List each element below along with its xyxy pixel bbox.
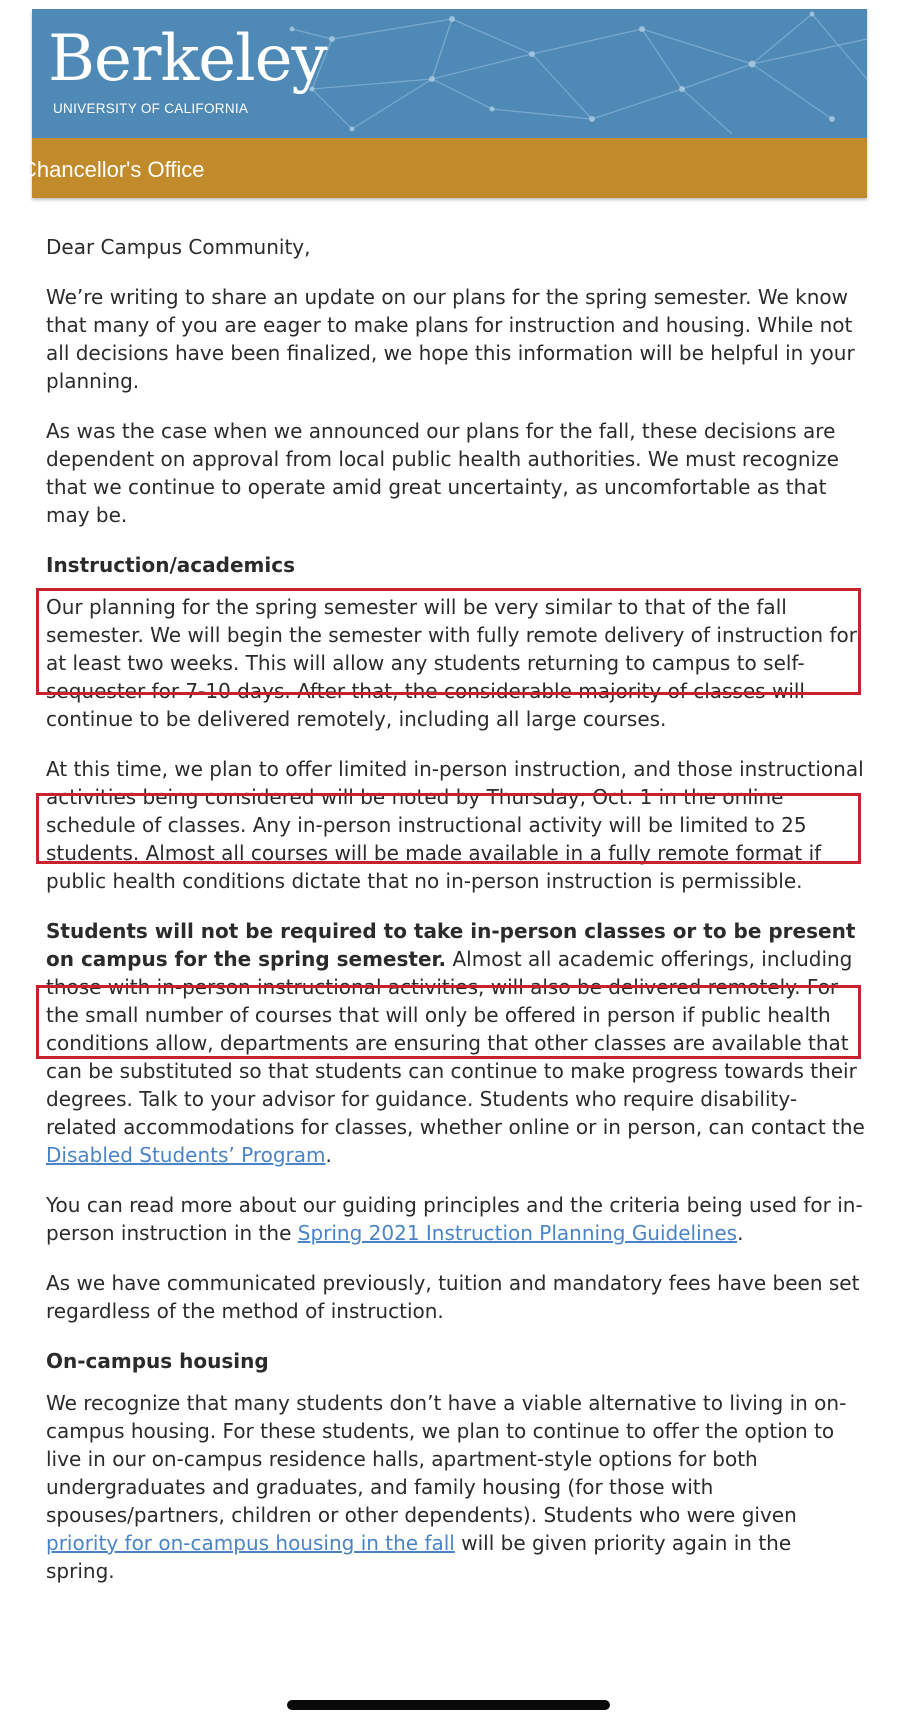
planning-guidelines-link[interactable]: Spring 2021 Instruction Planning Guidelines <box>297 1221 738 1245</box>
housing-text: We recognize that many students don’t have a viable alternative to living in on-campus housing. For these students, we plan to continue to offer the option to live in our on-campus residence halls, apartment-style options for both undergraduates and graduates, and family housing (for those with spouses/partners, children or other dependents). Students who were given <box>46 1391 847 1527</box>
home-indicator-bar <box>287 1700 610 1710</box>
greeting: Dear Campus Community, <box>46 235 311 259</box>
section-heading-instruction: Instruction/academics <box>46 553 295 577</box>
housing-paragraph <box>46 1389 866 1585</box>
housing-end: will be given priority again in the spring. <box>46 1531 792 1583</box>
header-blue-band <box>32 9 867 138</box>
requirement-bold-text: Students will not be required to take in-person classes or to be present on campus for the spring semester. <box>46 919 856 971</box>
requirement-end: . <box>325 1143 332 1167</box>
requirement-text: Almost all academic offerings, including those with in-person instructional activities, will also be delivered remotely. For the small number of courses that will only be offered in person if public health conditions allow, departments are ensuring that other classes are available that can be substituted so that students can continue to make progress towards their degrees. Talk to your advisor for guidance. Students who require disability-related accommodations for classes, whether online or in person, can contact the <box>46 947 865 1139</box>
context-paragraph: As was the case when we announced our plans for the fall, these decisions are dependent on approval from local public health authorities. We must recognize that we continue to operate amid great uncertainty, as uncomfortable as that may be. <box>46 419 839 527</box>
guidelines-text: You can read more about our guiding principles and the criteria being used for in-person instruction in the <box>46 1193 863 1245</box>
planning-paragraph: Our planning for the spring semester will be very similar to that of the fall semester. We will begin the semester with fully remote delivery of instruction for at least two weeks. This will allow any students returning to campus to self-sequester for 7-10 days. After that, the considerable majority of classes will continue to be delivered remotely, including all large courses. <box>46 595 857 731</box>
tuition-paragraph: As we have communicated previously, tuition and mandatory fees have been set regardless of the method of instruction. <box>46 1271 860 1323</box>
guidelines-paragraph <box>46 1191 866 1247</box>
intro-paragraph: We’re writing to share an update on our plans for the spring semester. We know that many of you are eager to make plans for instruction and housing. While not all decisions have been finalized, we hope this information will be helpful in your planning. <box>46 285 855 393</box>
office-label: Chancellor's Office <box>21 157 205 182</box>
housing-priority-link[interactable]: priority for on-campus housing in the fall <box>46 1531 455 1555</box>
logo-subtitle: UNIVERSITY OF CALIFORNIA <box>53 101 249 116</box>
in-person-paragraph: At this time, we plan to offer limited in-person instruction, and those instructional activities being considered will be noted by Thursday, Oct. 1 in the online schedule of classes. Any in-person instructional activity will be limited to 25 students. Almost all courses will be made available in a fully remote format if public health conditions dictate that no in-person instruction is permissible. <box>46 757 864 893</box>
requirement-paragraph <box>46 917 866 1169</box>
disabled-students-program-link[interactable]: Disabled Students’ Program <box>46 1143 326 1167</box>
section-heading-housing: On-campus housing <box>46 1349 269 1373</box>
berkeley-logo-wordmark: Berkeley <box>48 22 327 96</box>
guidelines-end: . <box>737 1221 744 1245</box>
letter-body <box>46 233 866 1607</box>
